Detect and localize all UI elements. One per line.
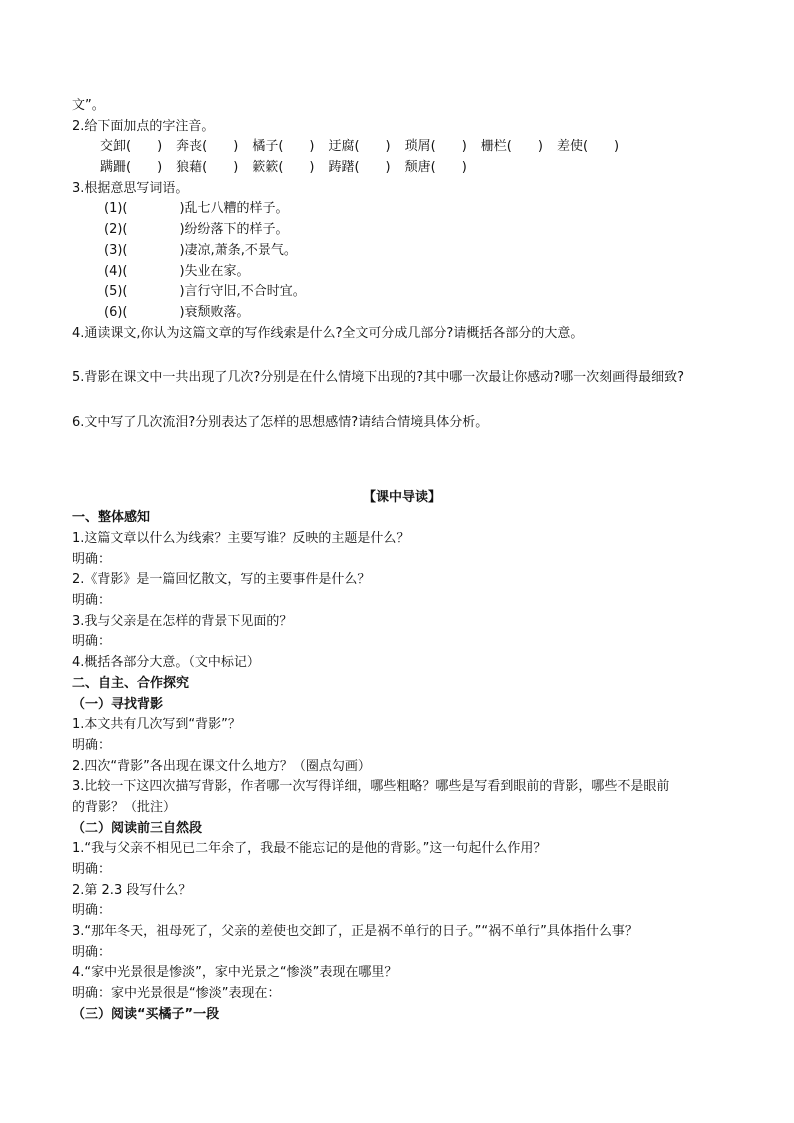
pinyin-item: 交卸( ): [100, 139, 163, 155]
vocab-item: (4)( )失业在家。: [104, 263, 250, 279]
question-continued: 的背影？（批注）: [72, 799, 177, 815]
section-heading: 二、自主、合作探究: [72, 675, 190, 691]
question: 4.“家中光景很是惨淡”，家中光景之“惨淡”表现在哪里？: [72, 965, 398, 981]
pinyin-item: 差使( ): [556, 139, 620, 155]
section-title: 【课中导读】: [362, 489, 441, 505]
question: 1.这篇文章以什么为线索？主要写谁？反映的主题是什么？: [72, 531, 410, 546]
question: 2.第 2.3 段写什么？: [72, 882, 192, 898]
pinyin-item: 迂腐( ): [328, 139, 391, 155]
answer-label: 明确：: [72, 862, 112, 877]
answer-label: 明确：: [72, 737, 112, 753]
question-4: 4.通读课文,你认为这篇文章的写作线索是什么?全文可分成几部分?请概括各部分的大意。: [72, 325, 584, 341]
vocab-item: (6)( )衰颓败落。: [104, 304, 250, 320]
pinyin-row-2: [72, 158, 732, 179]
pinyin-item: 栅栏( ): [480, 139, 543, 155]
sub-heading: （二）阅读前三自然段: [72, 820, 203, 836]
answer-label: 明确：: [72, 903, 112, 919]
pinyin-item: 簌簌( ): [252, 160, 315, 176]
vocab-item: (3)( )凄凉,萧条,不景气。: [104, 242, 297, 258]
question-5: 5.背影在课文中一共出现了几次?分别是在什么情境下出现的?其中哪一次最让你感动?哪一次刻画得最细致?: [72, 370, 685, 386]
question: 3.我与父亲是在怎样的背景下见面的？: [72, 613, 293, 629]
pinyin-item: 橘子( ): [252, 139, 315, 155]
answer-label: 明确：: [72, 944, 112, 960]
sub-heading: （一）寻找背影: [72, 696, 164, 712]
question: 1.“我与父亲不相见已二年余了，我最不能忘记的是他的背影。”这一句起什么作用？: [72, 841, 547, 857]
question-3-title: 3.根据意思写词语。: [72, 180, 189, 196]
vocab-item: (5)( )言行守旧,不合时宜。: [104, 284, 306, 300]
question: 3.比较一下这四次描写背影，作者哪一次写得详细，哪些粗略？哪些是写看到眼前的背影，哪些不是眼前: [72, 779, 670, 795]
text-line: 文”。: [72, 98, 105, 113]
vocab-item: (2)( )纷纷落下的样子。: [104, 222, 289, 238]
vocab-item: (1)( )乱七八糟的样子。: [104, 201, 289, 217]
question-6: 6.文中写了几次流泪?分别表达了怎样的思想感情?请结合情境具体分析。: [72, 414, 489, 430]
question-2-title: 2.给下面加点的字注音。: [72, 118, 215, 134]
question: 4.概括各部分大意。（文中标记）: [72, 655, 260, 671]
question: 2.《背影》是一篇回忆散文，写的主要事件是什么？: [72, 572, 371, 588]
pinyin-item: 奔丧( ): [176, 139, 239, 155]
pinyin-item: 琐屑( ): [404, 139, 467, 155]
pinyin-row-1: [72, 137, 732, 158]
question: 2.四次“背影”各出现在课文什么地方？（圈点勾画）: [72, 758, 371, 774]
document-page: [72, 96, 732, 1026]
question: 3.“那年冬天，祖母死了，父亲的差使也交卸了，正是祸不单行的日子。”“祸不单行”具体指什么事？: [72, 924, 638, 940]
pinyin-item: 蹒跚( ): [100, 160, 163, 176]
pinyin-item: 狼藉( ): [176, 160, 239, 176]
sub-heading: （三）阅读“买橘子”一段: [72, 1006, 220, 1022]
answer-label: 明确：: [72, 551, 112, 567]
question: 1.本文共有几次写到“背影”？: [72, 717, 241, 733]
pinyin-item: 颓唐( ): [404, 160, 467, 176]
answer-label: 明确：: [72, 593, 112, 609]
section-heading: 一、整体感知: [72, 510, 151, 526]
answer-label: 明确：: [72, 634, 112, 650]
pinyin-item: 踌躇( ): [328, 160, 391, 176]
answer-label: 明确：家中光景很是“惨淡”表现在：: [72, 986, 281, 1002]
